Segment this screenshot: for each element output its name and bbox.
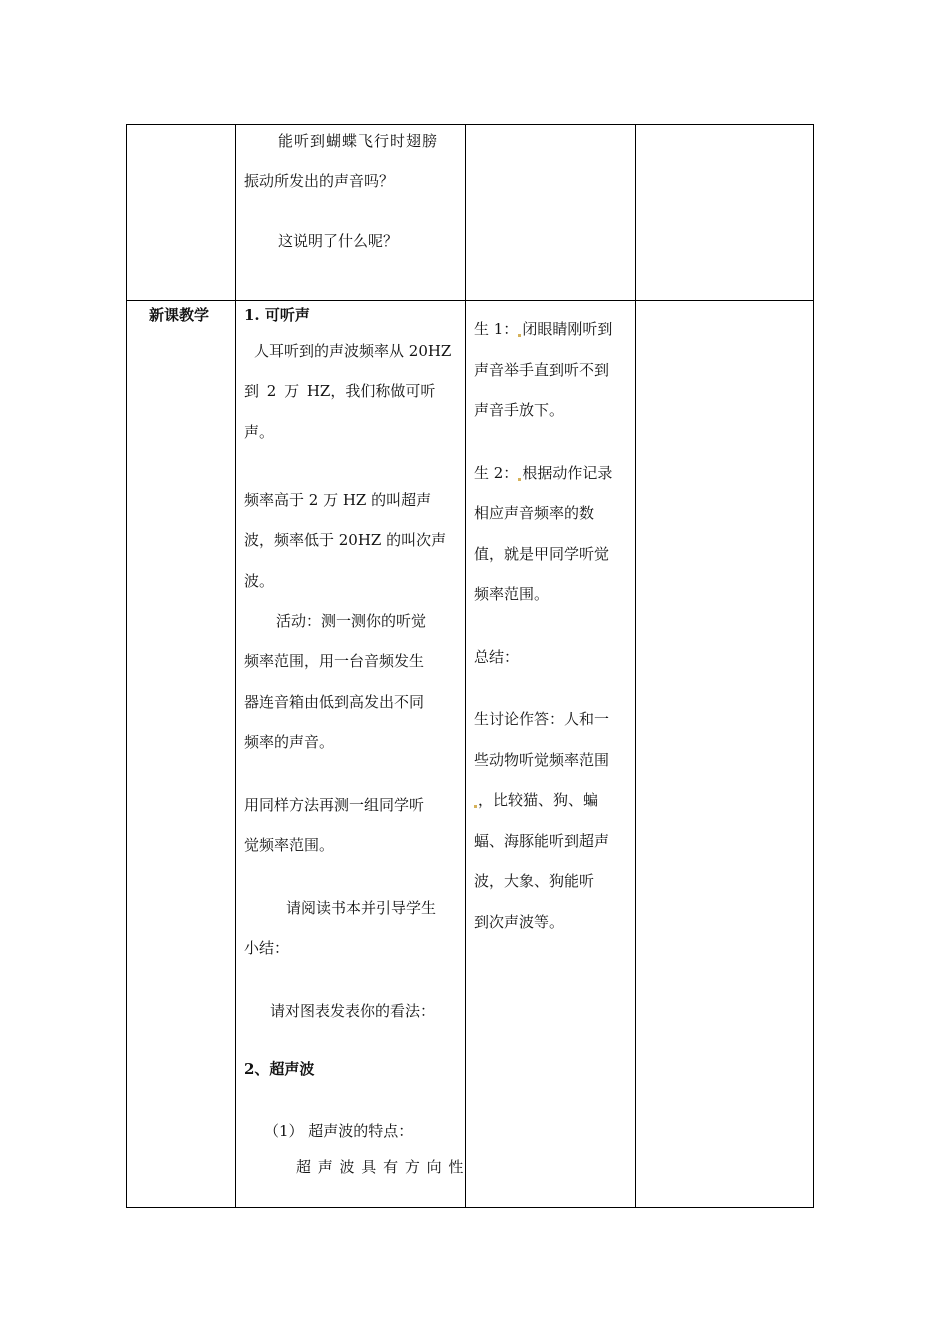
question-line: 这说明了什么呢？ xyxy=(278,232,399,250)
mark-icon xyxy=(518,478,521,481)
text-line: 器连音箱由低到高发出不同 xyxy=(244,693,425,711)
text-line: 频率范围，用一台音频发生 xyxy=(244,652,425,670)
text-line: 频率高于 2 万 HZ 的叫超声 xyxy=(244,491,432,509)
text-line: 请对图表发表你的看法： xyxy=(270,1002,436,1020)
text-line: 觉频率范围。 xyxy=(244,836,335,854)
text-line: 请阅读书本并引导学生 xyxy=(286,899,437,917)
text-line: 蝠、海豚能听到超声 xyxy=(474,832,610,850)
text-line: 波，频率低于 20HZ 的叫次声 xyxy=(244,531,447,549)
text-line: 声。 xyxy=(244,423,275,441)
text-line: 些动物听觉频率范围 xyxy=(474,751,610,769)
text-line: 值，就是甲同学听觉 xyxy=(474,545,610,563)
lesson-table xyxy=(126,124,814,1208)
text-line: 声音举手直到听不到 xyxy=(474,361,610,379)
text-line: 声音手放下。 xyxy=(474,401,565,419)
table-cell xyxy=(127,301,236,1208)
text-line: 到次声波等。 xyxy=(474,913,565,931)
mark-icon xyxy=(474,805,477,808)
table-cell xyxy=(466,125,636,301)
table-row xyxy=(127,301,814,1208)
text-line: 小结： xyxy=(244,939,290,957)
text-line: 频率范围。 xyxy=(474,585,550,603)
table-cell xyxy=(127,125,236,301)
text-line: 超 声 波 具 有 方 向 性 xyxy=(296,1158,465,1176)
heading-ultrasound: 2、超声波 xyxy=(244,1060,315,1078)
table-cell xyxy=(236,301,466,1208)
table-cell xyxy=(236,125,466,301)
text-line: 人耳听到的声波频率从 20HZ xyxy=(254,342,452,360)
text-line: 波。 xyxy=(244,572,275,590)
heading-audible-sound: 1. 可听声 xyxy=(244,306,310,324)
table-cell xyxy=(466,301,636,1208)
question-line: 能听到蝴蝶飞行时翅膀 xyxy=(278,132,439,150)
text-line: 用同样方法再测一组同学听 xyxy=(244,796,425,814)
text-line: 波，大象、狗能听 xyxy=(474,872,595,890)
text-line: 生讨论作答：人和一 xyxy=(474,710,610,728)
text-line: 到 2 万 HZ，我们称做可听 xyxy=(244,382,436,400)
student-1-label: 生 1： xyxy=(474,320,519,338)
text-line: 活动：测一测你的听觉 xyxy=(276,612,427,630)
student-2-line: 生 2： 根据动作记录 xyxy=(474,464,613,482)
mark-icon xyxy=(518,334,521,337)
summary-label: 总结： xyxy=(474,648,520,666)
text-line: ，比较猫、狗、蝙 xyxy=(474,790,598,810)
section-label: 新课教学 xyxy=(149,306,210,324)
table-row xyxy=(127,125,814,301)
question-line: 振动所发出的声音吗？ xyxy=(244,172,395,190)
text-line: 频率的声音。 xyxy=(244,733,335,751)
text-line: 相应声音频率的数 xyxy=(474,504,595,522)
student-1-line: 生 1： 闭眼睛刚听到 xyxy=(474,320,613,338)
student-2-label: 生 2： xyxy=(474,464,519,482)
subheading-ultrasound-traits: （1） 超声波的特点： xyxy=(264,1122,414,1140)
table-cell xyxy=(636,125,814,301)
table-cell xyxy=(636,301,814,1208)
